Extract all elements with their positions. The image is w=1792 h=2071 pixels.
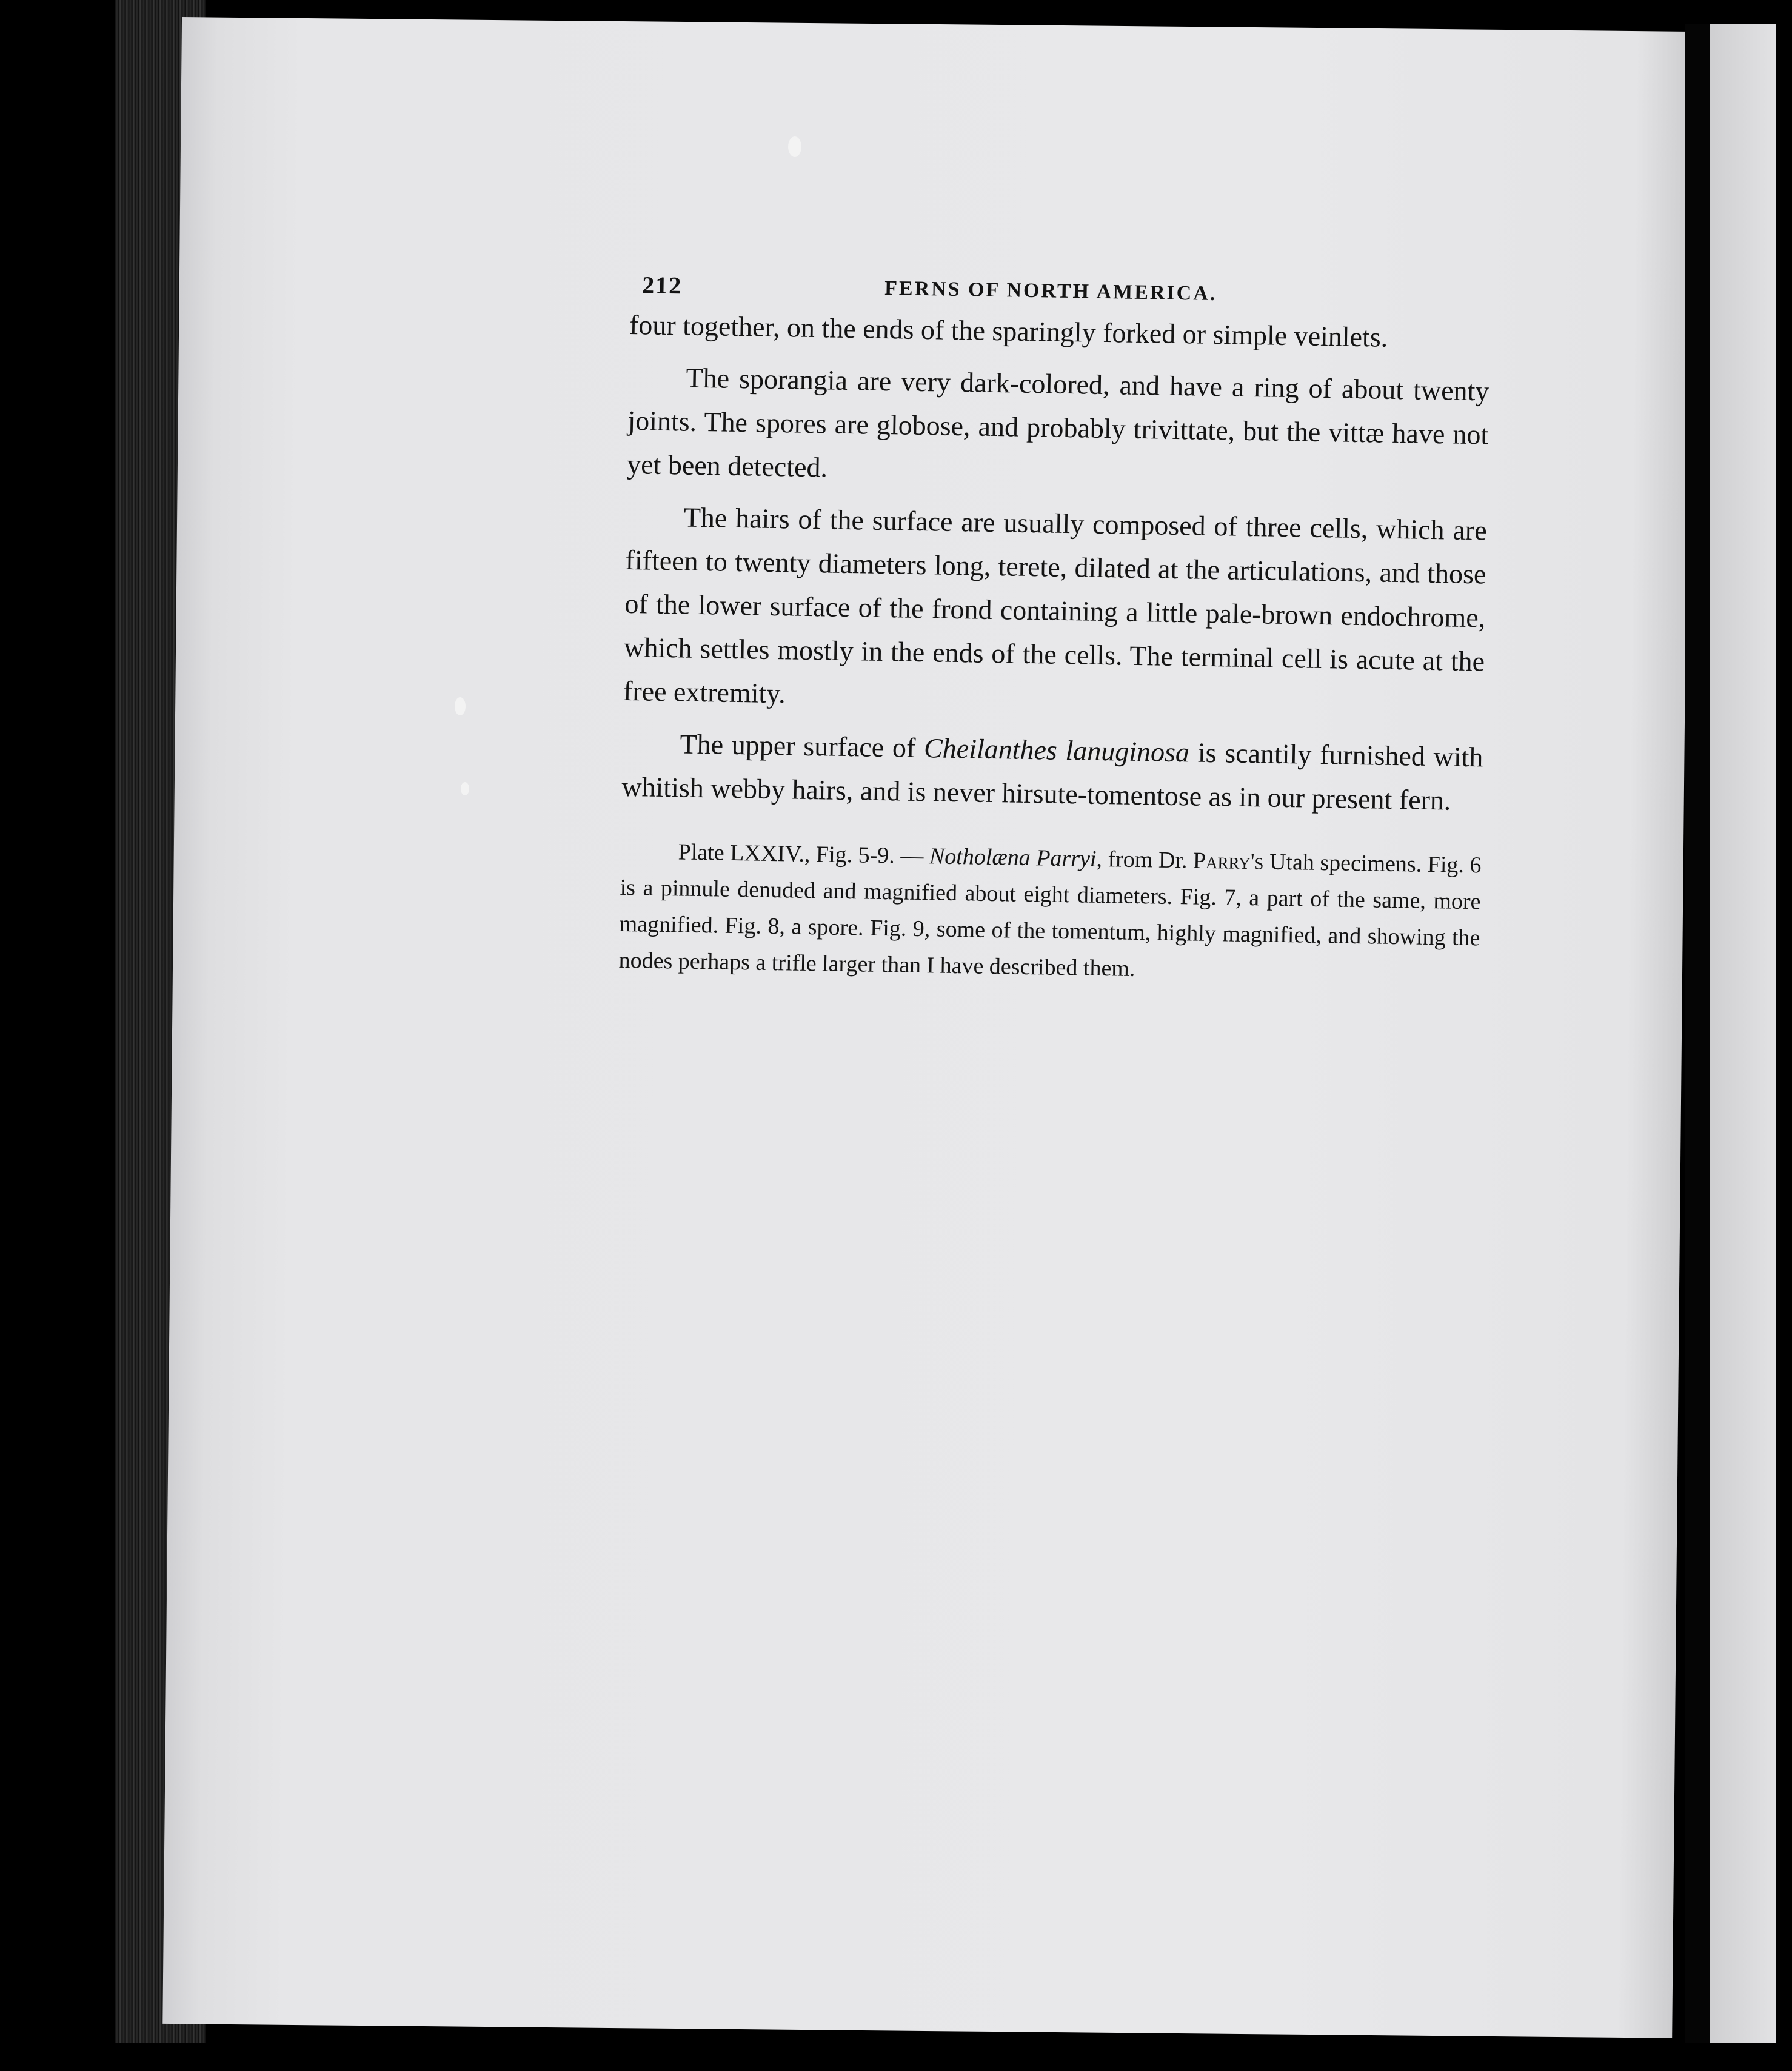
paragraph-text: is scantily furnished with whitish webby hairs, and is never hirsute-tomentose as in our present fern. [621,737,1483,816]
plate-caption [618,833,1482,993]
caption-name: Parry's [1192,848,1264,875]
running-title: FERNS OF NORTH AMERICA. [884,276,1217,306]
facing-page-edge [1710,24,1776,2043]
dust-speck [461,782,469,795]
caption-lead: Plate LXXIV., Fig. 5-9. — [678,839,930,869]
paragraph-text: The upper surface of [680,728,924,764]
dust-speck [788,136,801,157]
paragraph: The sporangia are very dark-colored, and have a ring of about twenty joints. The spores are globose, and probably trivittate, but the vittæ have not yet been detected. [626,362,1489,483]
paragraph: four together, on the ends of the sparingly forked or simple veinlets. [629,309,1388,353]
body-text [621,303,1491,823]
caption-species: Notholæna Parryi, [929,843,1103,872]
page-content [618,255,1491,1015]
caption-text: from Dr. [1102,846,1194,874]
dust-speck [455,697,466,715]
page-number: 212 [641,271,683,299]
species-name: Cheilanthes lanuginosa [923,732,1190,768]
paragraph: The hairs of the surface are usually composed of three cells, which are fifteen to twenty diameters long, terete, dilated at the articulations, and those of the lower surface of the frond containing a little pale-brown endochrome, which settles mostly in the ends of the cells. The terminal cell is acute at the free extremity. [623,501,1488,709]
paragraph [621,721,1483,823]
caption-text: Utah specimens. Fig. 6 is a pinnule denuded and magnified about eight diameters. Fig. 7, a part of the same, more magnified. Fig. 8, a spore. Fig. 9, some of the tomentum, highly magnified, and showing the nodes perhaps a trifle larger than I have described them. [618,849,1482,982]
gutter-shadow [1685,24,1710,2043]
